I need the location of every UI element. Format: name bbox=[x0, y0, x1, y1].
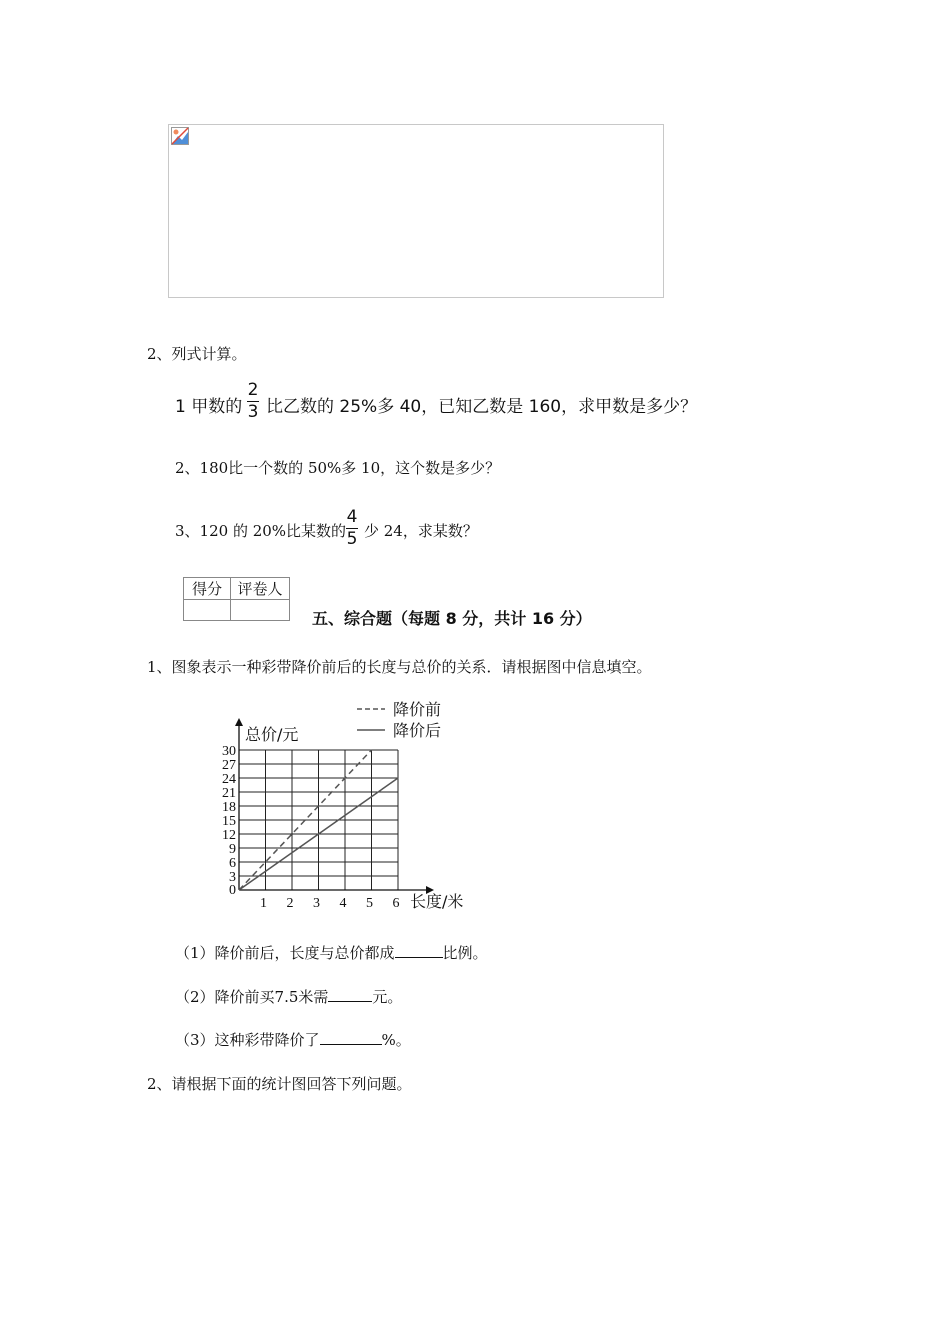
sub-question-2 bbox=[175, 986, 402, 1007]
x-tick-label: 5 bbox=[366, 896, 373, 911]
fraction-denominator: 5 bbox=[346, 529, 358, 549]
y-axis-label: 总价/元 bbox=[245, 725, 299, 744]
y-tick-label: 0 bbox=[229, 883, 236, 898]
score-table bbox=[183, 577, 290, 621]
x-tick-label: 2 bbox=[286, 896, 294, 911]
answer-blank-3[interactable] bbox=[320, 1030, 382, 1045]
calc-problem-2: 2、180比一个数的 50%多 10，这个数是多少？ bbox=[175, 459, 501, 477]
fraction-four-fifths bbox=[346, 508, 358, 549]
grader-cell[interactable] bbox=[231, 600, 290, 621]
calc-problem-1-prefix: 1 甲数的 bbox=[175, 397, 243, 417]
y-tick-label: 12 bbox=[222, 828, 236, 843]
y-tick-label: 6 bbox=[229, 856, 236, 871]
calc-problem-3-suffix: 少 24，求某数？ bbox=[364, 522, 478, 540]
x-axis-label: 长度/米 bbox=[410, 892, 464, 911]
question-2-heading: 2、列式计算。 bbox=[147, 345, 247, 363]
fraction-two-thirds bbox=[247, 381, 259, 422]
calc-problem-3-prefix: 3、120 的 20%比某数的 bbox=[175, 522, 347, 540]
y-tick-label: 9 bbox=[229, 842, 236, 857]
sub-question-3-text: （3）这种彩带降价了 bbox=[175, 1031, 320, 1049]
sub-question-3-suffix: %。 bbox=[381, 1031, 411, 1049]
y-axis-arrow bbox=[235, 718, 243, 726]
chart-grid bbox=[239, 750, 398, 890]
sub-question-2-suffix: 元。 bbox=[372, 988, 403, 1006]
answer-blank-2[interactable] bbox=[328, 987, 372, 1002]
image-placeholder bbox=[168, 124, 664, 298]
fraction-denominator: 3 bbox=[247, 402, 259, 422]
legend-label: 降价后 bbox=[393, 721, 442, 740]
broken-image-icon bbox=[171, 127, 189, 145]
y-tick-label: 3 bbox=[229, 870, 236, 885]
comprehensive-question-2: 2、请根据下面的统计图回答下列问题。 bbox=[147, 1075, 412, 1093]
x-tick-label: 3 bbox=[313, 896, 320, 911]
y-tick-label: 21 bbox=[222, 786, 236, 801]
comprehensive-question-1: 1、图象表示一种彩带降价前后的长度与总价的关系．请根据图中信息填空。 bbox=[147, 658, 652, 676]
answer-blank-1[interactable] bbox=[395, 943, 443, 958]
x-tick-label: 4 bbox=[339, 896, 347, 911]
sub-question-1 bbox=[175, 942, 488, 963]
sub-question-3 bbox=[175, 1029, 411, 1050]
x-tick-label: 1 bbox=[260, 896, 267, 911]
y-tick-label: 27 bbox=[222, 758, 236, 773]
calc-problem-1-suffix: 比乙数的 25%多 40，已知乙数是 160，求甲数是多少？ bbox=[266, 397, 698, 417]
sub-question-1-text: （1）降价前后，长度与总价都成 bbox=[175, 944, 395, 962]
y-tick-label: 15 bbox=[222, 814, 236, 829]
legend-label: 降价前 bbox=[393, 700, 442, 719]
score-header: 得分 bbox=[184, 578, 231, 600]
section-5-title: 五、综合题（每题 8 分，共计 16 分） bbox=[312, 609, 592, 628]
x-tick-label: 6 bbox=[392, 896, 400, 911]
y-tick-label: 18 bbox=[222, 800, 236, 815]
grader-header: 评卷人 bbox=[231, 578, 290, 600]
fraction-numerator: 2 bbox=[247, 380, 259, 400]
sub-question-1-suffix: 比例。 bbox=[442, 944, 488, 962]
sub-question-2-text: （2）降价前买7.5米需 bbox=[175, 988, 329, 1006]
score-cell[interactable] bbox=[184, 600, 231, 621]
price-length-chart bbox=[212, 700, 482, 915]
y-tick-label: 30 bbox=[222, 744, 236, 759]
fraction-numerator: 4 bbox=[346, 507, 358, 527]
y-tick-label: 24 bbox=[222, 772, 236, 787]
